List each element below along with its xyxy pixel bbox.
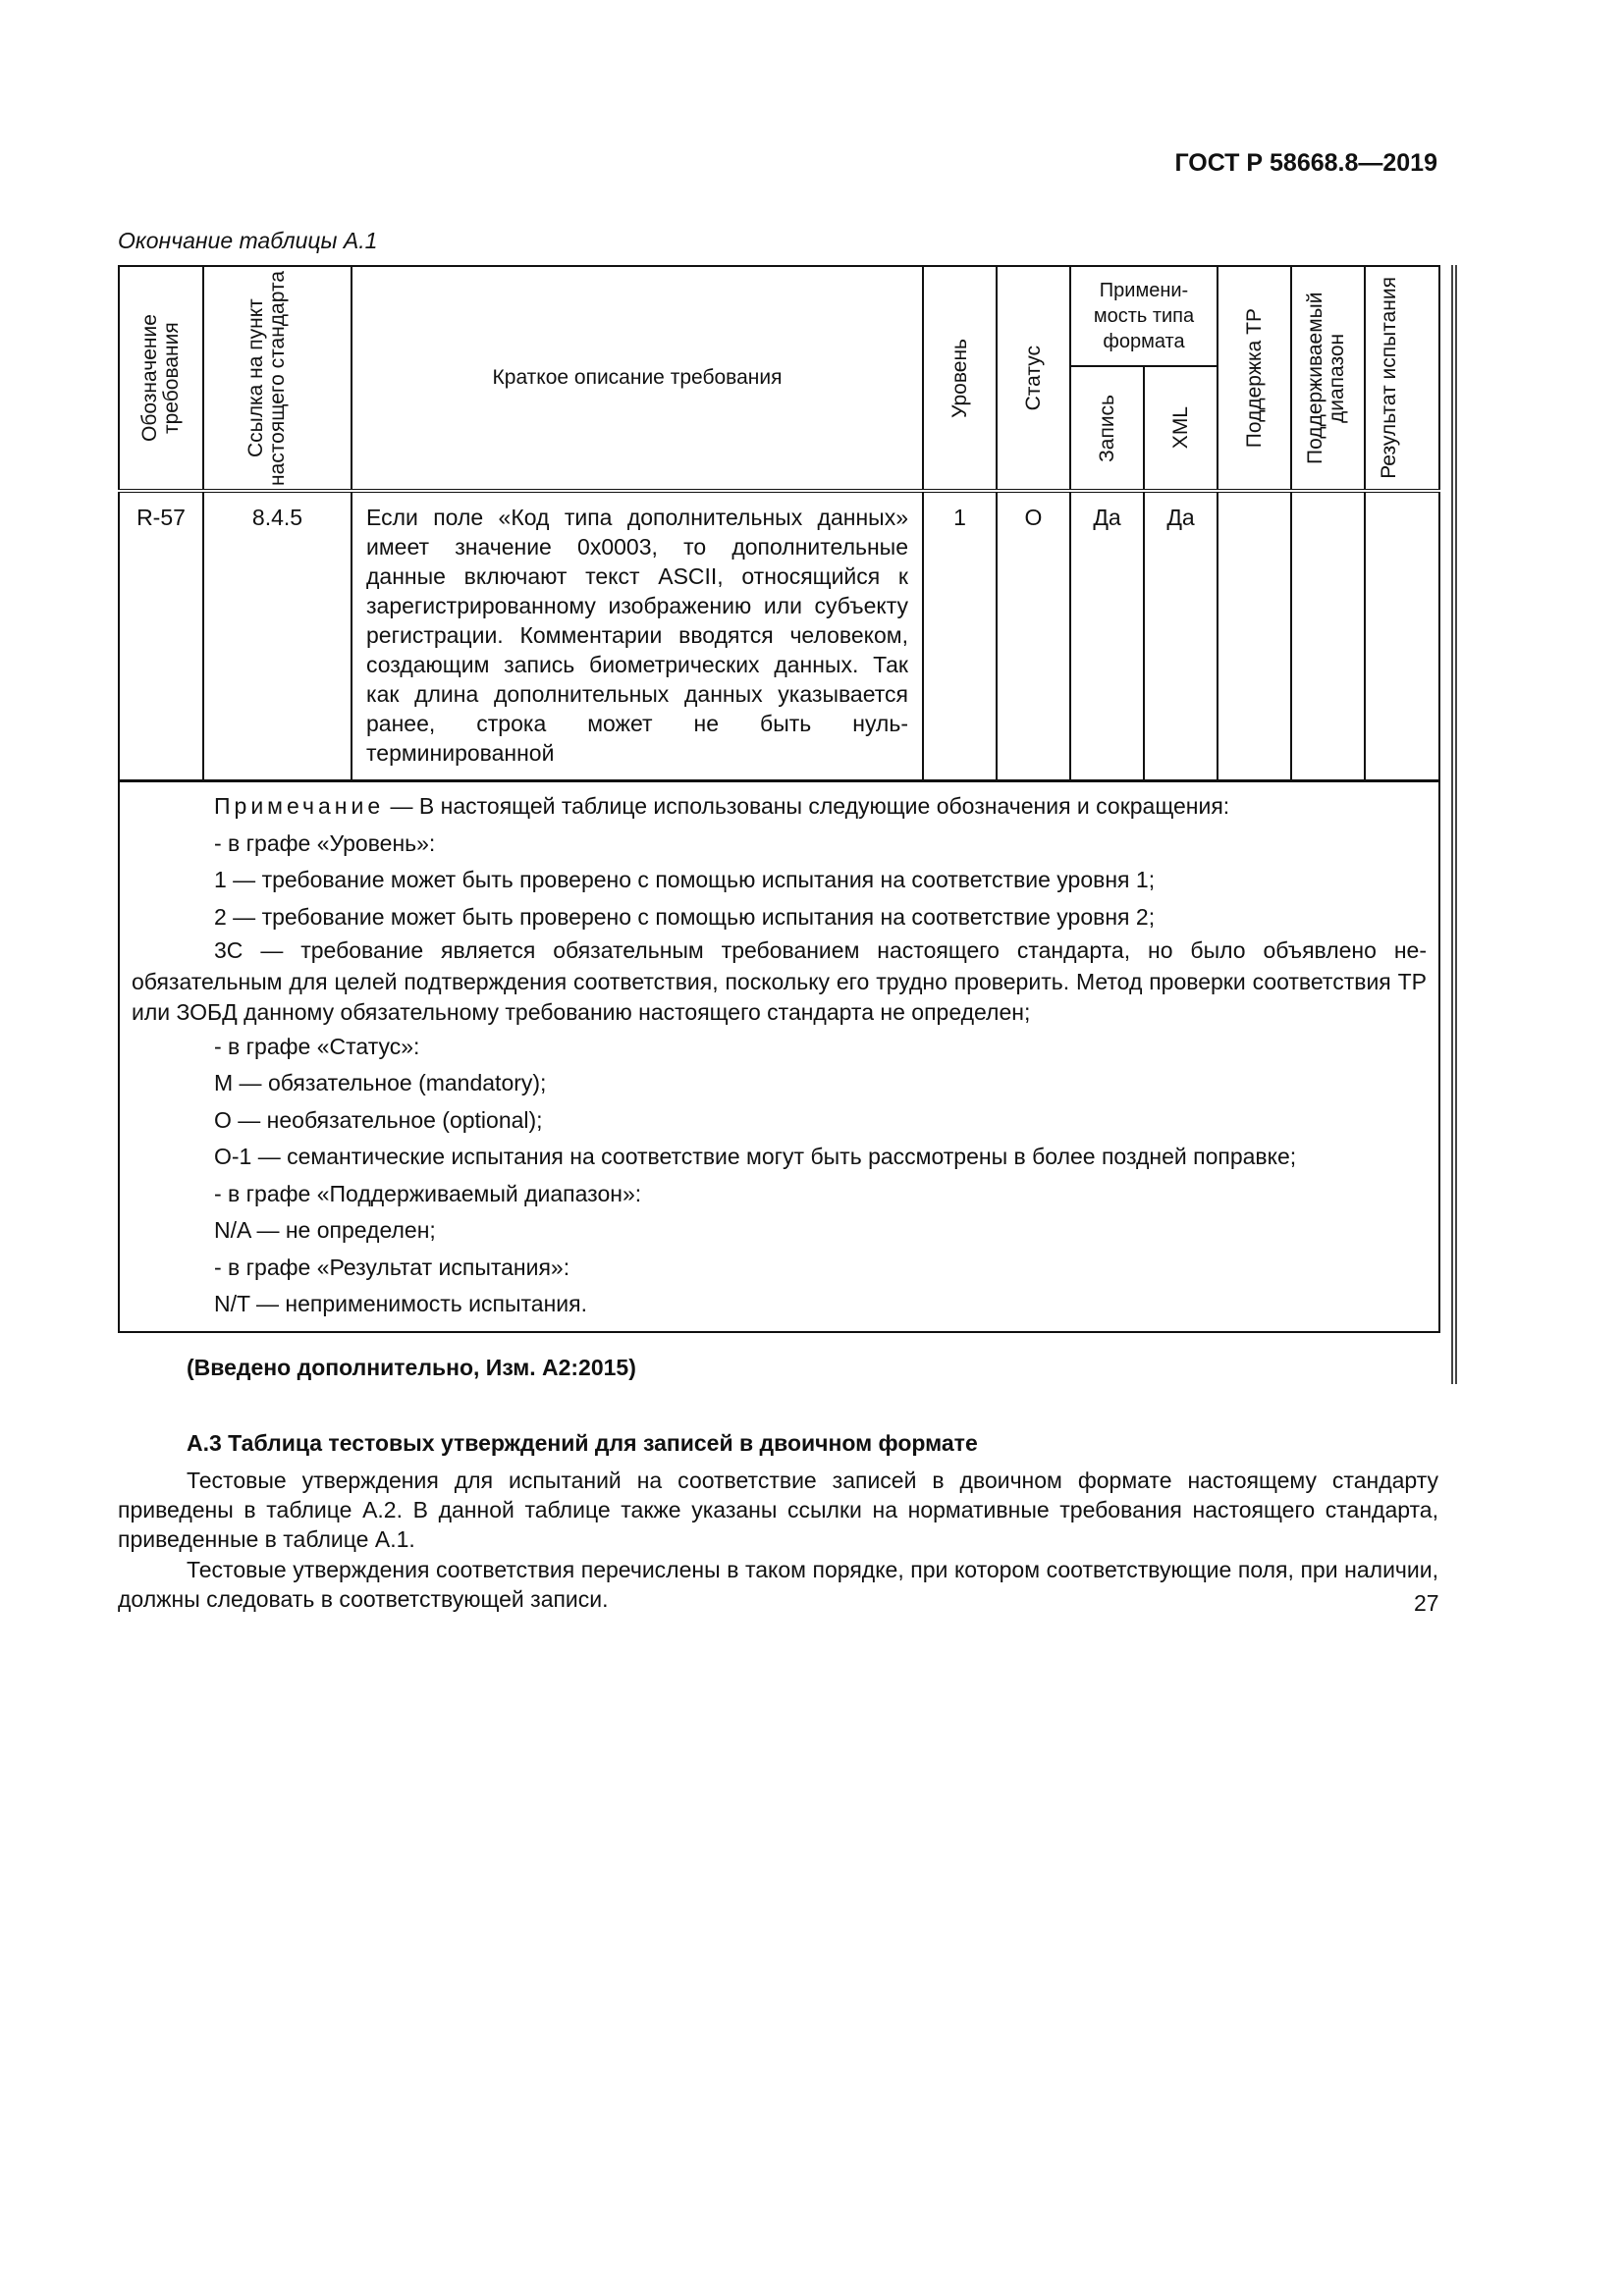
notes-intro: — В настоящей таблице использованы следующие обозначения и сокращения: [384,793,1230,819]
col-description: Краткое описание требования [352,266,923,491]
paragraph: Тестовые утверждения для испытаний на соответствие записей в двоичном формате настоящему стандарту приведены в таблице А.2. В данной таблице также указаны ссылки на нормативные требования настоящего стандарта, приведенные в таблице А.1. [118,1468,1438,1552]
table-row [119,491,1439,781]
cell-tp-support [1218,491,1291,781]
note-line: 3С — требование является обязательным требованием настоящего стандарта, но было объявлено необязательным для целей подтверждения соответствия, поскольку его трудно проверить. Метод проверки соответствия ТР или ЗОБД данному обязательному требованию настоящего стандарта не определен; [132,937,1427,1025]
note-line: - в графе «Результат испытания»: [214,1254,570,1280]
col-designation: Обозначение требования [119,266,203,491]
note-line: О — необязательное (optional); [214,1106,543,1133]
note-line: - в графе «Уровень»: [214,829,436,856]
col-xml: XML [1144,366,1218,491]
section-title: А.3 Таблица тестовых утверждений для записей в двоичном формате [187,1430,978,1456]
amendment-note: (Введено дополнительно, Изм. А2:2015) [187,1355,636,1380]
col-record: Запись [1070,366,1144,491]
cell-level: 1 [923,491,997,781]
revision-bar [1451,265,1457,1384]
note-line: О-1 — семантические испытания на соответствие могут быть рассмотрены в более поздней поправке; [214,1144,1297,1169]
col-applicability: Примени-мость типа формата [1070,266,1218,366]
note-line: N/T — неприменимость испытания. [214,1291,587,1316]
note-line: 2 — требование может быть проверено с помощью испытания на соответствие уровня 2; [214,903,1156,930]
col-reference: Ссылка на пункт настоящего стандарта [203,266,352,491]
note-line: - в графе «Статус»: [214,1033,420,1059]
page-number: 27 [1414,1590,1439,1616]
cell-range [1291,491,1365,781]
cell-result [1365,491,1439,781]
requirements-table [118,265,1440,1333]
table-notes [119,781,1439,1332]
col-status: Статус [997,266,1070,491]
note-line: N/A — не определен; [214,1217,436,1243]
cell-reference: 8.4.5 [203,491,352,781]
note-line: 1 — требование может быть проверено с помощью испытания на соответствие уровня 1; [214,867,1156,892]
note-line: - в графе «Поддерживаемый диапазон»: [214,1180,642,1206]
cell-designation: R-57 [119,491,203,781]
notes-label: Примечание [214,793,385,819]
table-caption: Окончание таблицы А.1 [118,228,378,253]
cell-record: Да [1070,491,1144,781]
col-tp-support: Поддержка ТР [1218,266,1291,491]
paragraph: Тестовые утверждения соответствия перечислены в таком порядке, при котором соответствующие поля, при наличии, должны следовать в соответствующей записи. [118,1557,1438,1612]
col-range: Поддерживаемый диапазон [1291,266,1365,491]
cell-xml: Да [1144,491,1218,781]
cell-description: Если поле «Код типа дополнительных данных» имеет значение 0x0003, то дополнительные данные включают текст ASCII, относящийся к зарегистрированному изображению или субъекту регистрации. Комментарии вводятся человеком, создающим запись биометрических данных. Так как длина дополнительных данных указывается ранее, строка может не быть нуль-терминированной [352,491,923,781]
col-level: Уровень [923,266,997,491]
standard-header: ГОСТ Р 58668.8—2019 [1174,149,1437,177]
col-result: Результат испытания [1365,266,1439,491]
note-line: М — обязательное (mandatory); [214,1070,547,1095]
cell-status: О [997,491,1070,781]
